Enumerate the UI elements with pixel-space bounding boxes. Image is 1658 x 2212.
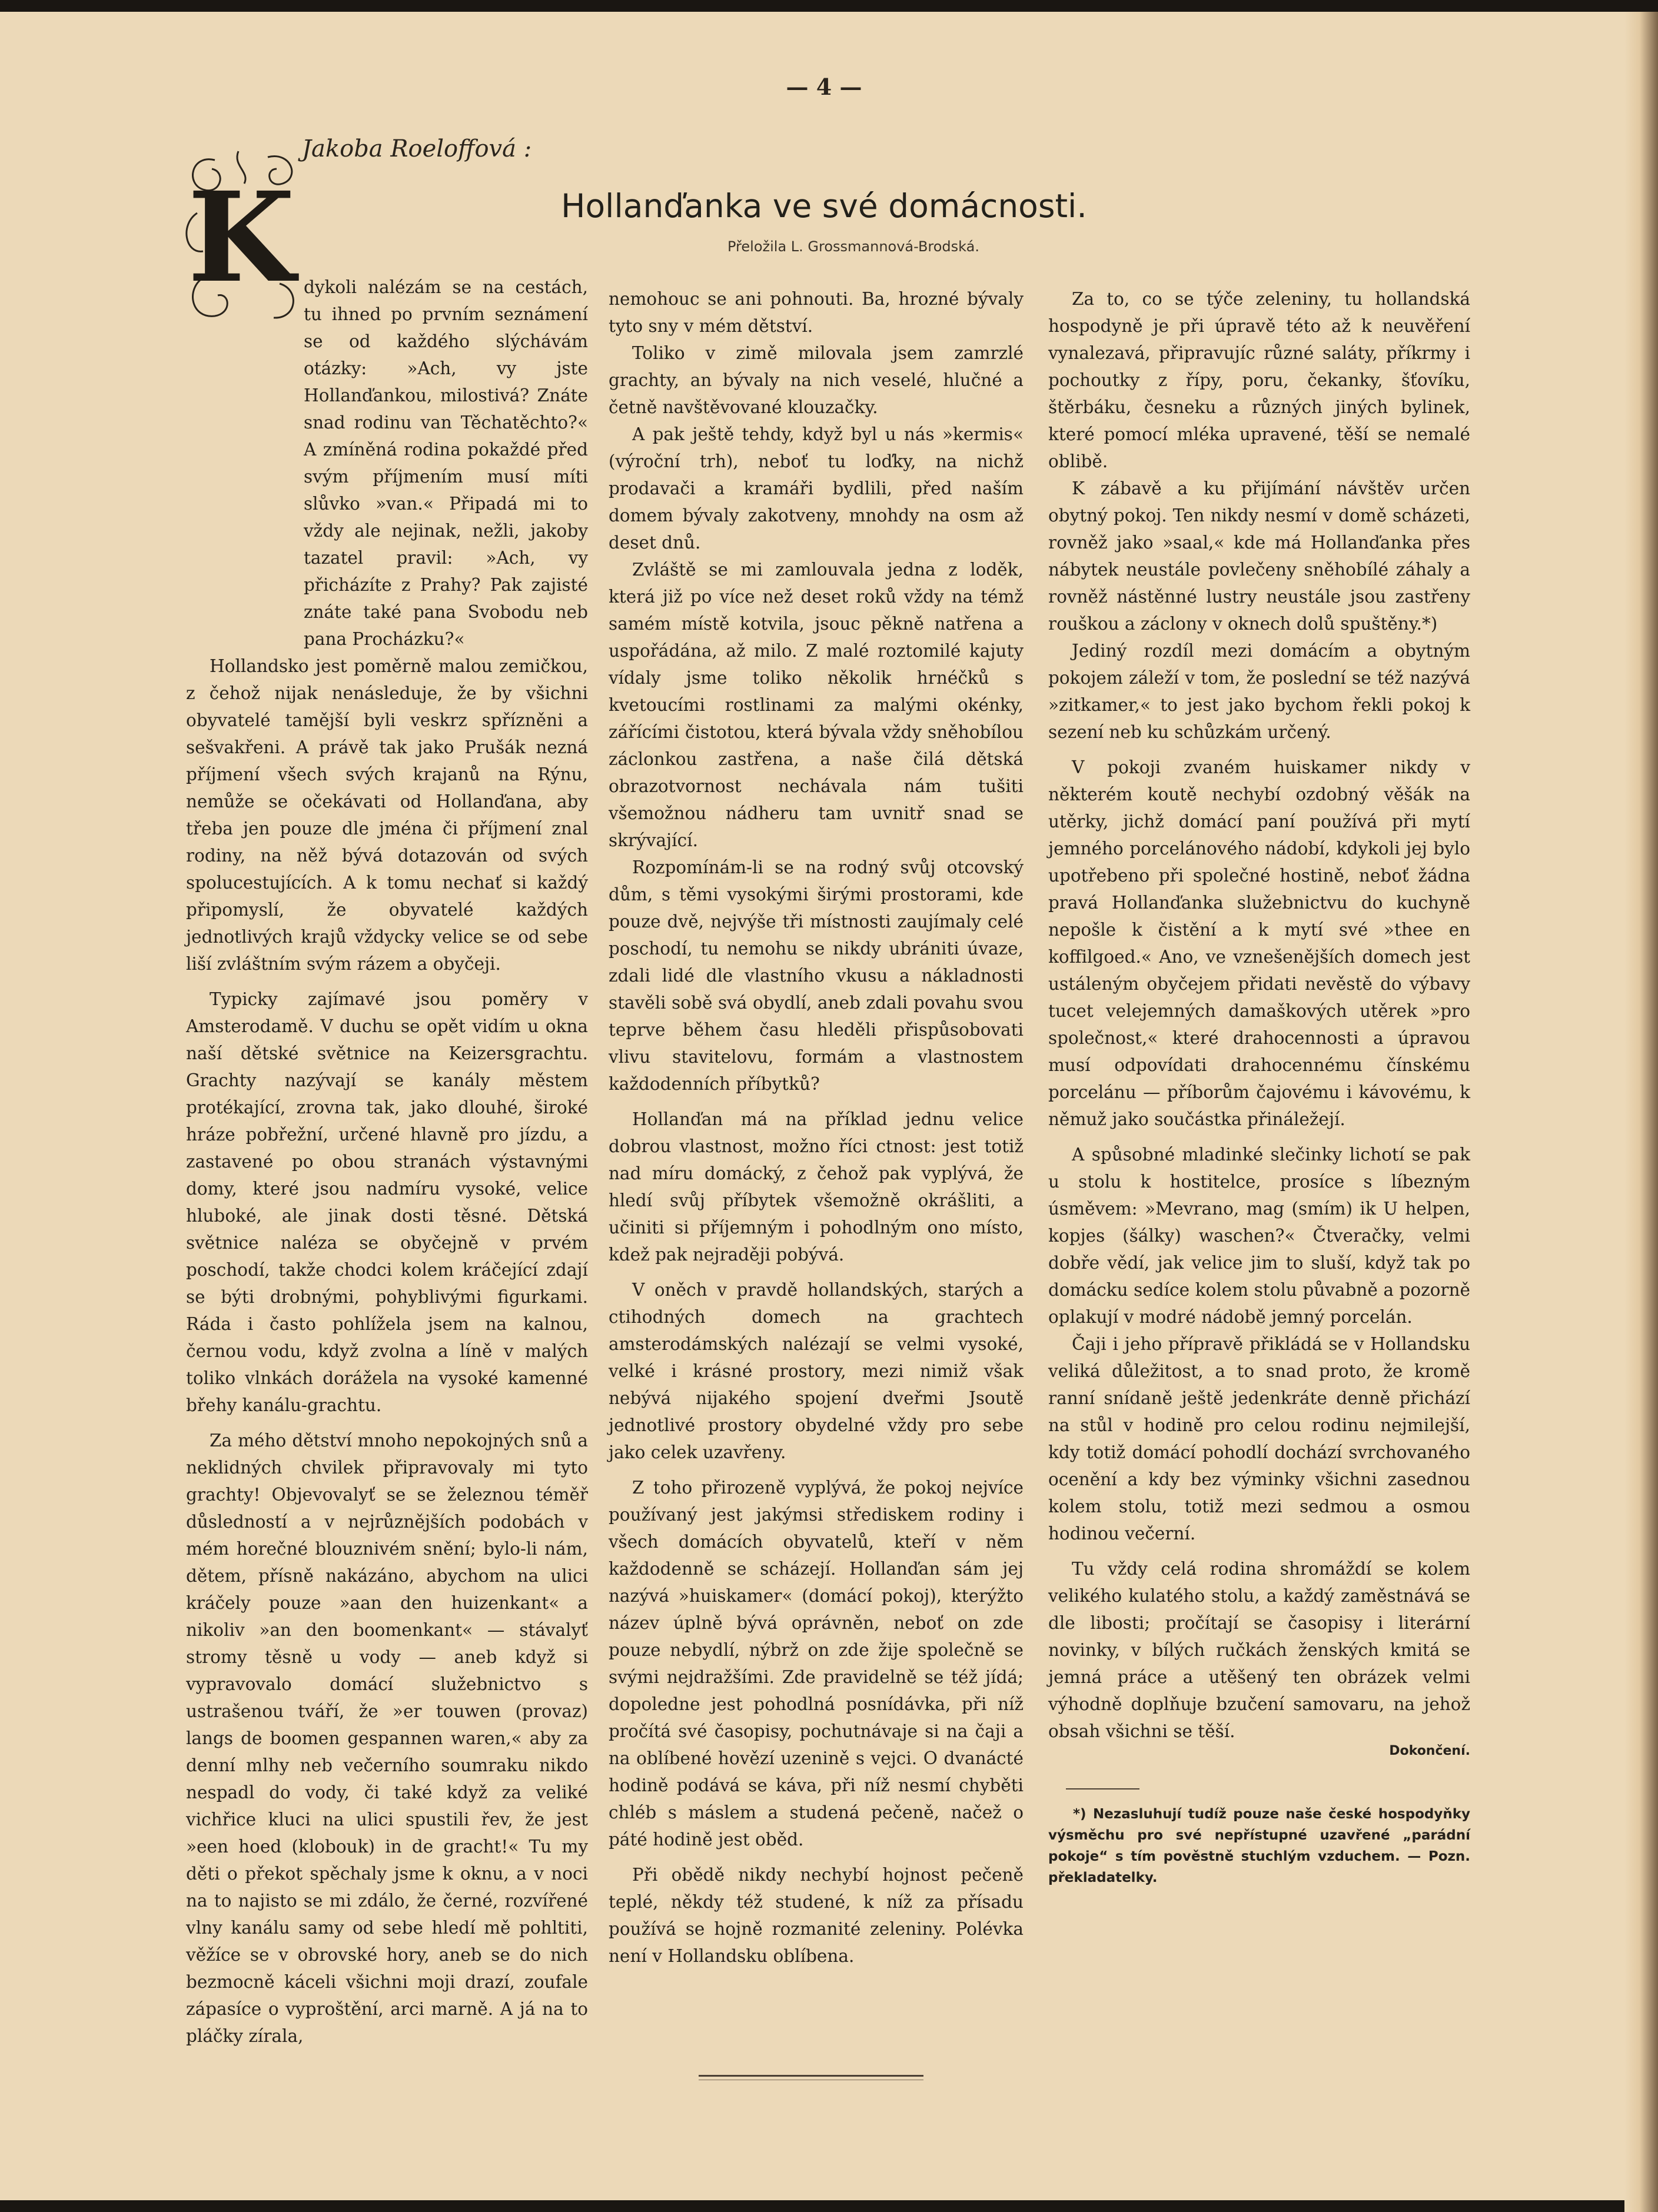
text-column-2 [609, 285, 1024, 1970]
paragraph: Z toho přirozeně vyplývá, že pokoj nejvíce používaný jest jakýmsi střediskem rodiny i všech domácích obyvatelů, kteří v něm každodenně se scházejí. Hollanďan sám jej nazývá »huiskamer« (domácí pokoj), kterýžto název úplně bývá oprávněn, neboť on zde pouze nebydlí, nýbrž on zde žije společně se svými nejdražšími. Zde pravidelně se též jídá; dopoledne jest pohodlná posnídávka, při níž pročítá své časopisy, pochutnávaje si na čaji a na oblíbené hovězí uzenině s vejci. O dvanácté hodině podává se káva, při níž nesmí chyběti chléb s máslem a studená pečeně, načež o páté hodině jest oběd. [609, 1478, 1024, 1850]
paragraph: A spůsobné mladinké slečinky lichotí se pak u stolu k hostitelce, prosíce s líbezným úsměvem: »Mevrano, mag (smím) ik U helpen, kopjes (šálky) waschen?« Čtveračky, velmi dobře vědí, jak velice jim to sluší, když tak po domácku sedíce kolem stolu půvabně a pozorně oplakují v modré nádobě jemný porcelán. [1048, 1145, 1470, 1327]
footnote: *) Nezasluhují tudíž pouze naše české hospodyňky výsměchu pro své nepřístupné uzavřené „parádní pokoje“ s tím pověstně stuchlým vzduchem. — Pozn. překladatelky. [1048, 1807, 1470, 1885]
author-name: Jakoba Roeloffová : [302, 135, 532, 162]
page-edge-shadow [1624, 12, 1658, 2212]
paragraph: Toliko v zimě milovala jsem zamrzlé grachty, an bývaly na nich veselé, hlučné a četně navštěvované klouzačky. [609, 343, 1024, 417]
paragraph: Jediný rozdíl mezi domácím a obytným pokojem záleží v tom, že poslední se též nazývá »zitkamer,« to jest jako bychom řekli pokoj k sezení neb ku schůzkám určený. [1048, 641, 1470, 742]
paragraph: Za to, co se týče zeleniny, tu hollandská hospodyně je při úpravě této až k neuvěření vynalezavá, připravujíc různé saláty, příkrmy i pochoutky z řípy, poru, čekanky, šťovíku, štěrbáku, česneku a různých jiných bylinek, které pomocí mléka upravené, těší se nemalé oblibě. [1048, 289, 1470, 471]
paragraph: V pokoji zvaném huiskamer nikdy v některém koutě nechybí ozdobný věšák na utěrky, jichž domácí paní používá při mytí jemného porcelánového nádobí, kdykoli jej bylo upotřebeno při společné hostině, neboť žádna pravá Hollanďanka služebnictvu do kuchyně nepošle k čistění a k mytí své »thee en koffilgoed.« Ano, ve vznešenějších domech jest ustáleným obyčejem přidati nevěstě do výbavy tucet velejemných damaškových utěrek »pro společnost,« které drahocennosti a úpravou musí odpovídati drahocennému čínskému porcelánu — příborům čajovému i kávovému, k němuž jako součástka přináležejí. [1048, 757, 1470, 1129]
initial-letter: K [187, 165, 295, 310]
text-column-3 [1048, 285, 1470, 1888]
paragraph: dykoli nalézám se na cestách, tu ihned po prvním seznámení se od každého slýchávám otázky: »Ach, vy jste Hollanďankou, milostivá? Znáte snad rodinu van Těchatěchto?« A zmíněná rodina pokaždé před svým příjmením musí míti slůvko »van.« Připadá mi to vždy ale nejinak, nežli, jakoby tazatel pravil: »Ach, vy přicházíte z Prahy? Pak zajisté znáte také pana Svobodu neb pana Procházku?« [304, 277, 588, 649]
paragraph: Zvláště se mi zamlouvala jedna z loděk, která již po více než deset roků vždy na témž samém místě kotvila, jsouc pěkně natřena a uspořádána, až milo. Z malé roztomilé kajuty vídaly jsme toliko několik hrnéčků s kvetoucími rostlinami za malými okénky, zářícími čistotou, která bývala vždy sněhobílou záclonkou zastřena, a naše čilá dětská obrazotvornost nechávala nám tušiti všemožnou nádheru tam uvnitř snad se skrývající. [609, 560, 1024, 850]
paragraph: V oněch v pravdě hollandských, starých a ctihodných domech na grachtech amsterodámských nalézají se velmi vysoké, velké i krásné prostory, mezi nimiž však nebývá nijakého spojení dveřmi Jsoutě jednotlivé prostory obydelné vždy pro sebe jako celek uzavřeny. [609, 1280, 1024, 1462]
paragraph: Typicky zajímavé jsou poměry v Amsterodamě. V duchu se opět vidím u okna naší dětské světnice na Keizersgrachtu. Grachty nazývají se kanály městem protékající, zrovna tak, jako dlouhé, široké hráze pobřežní, určené hlavně pro jízdu, a zastavené po obou stranách výstavnými domy, které jsou nadmíru vysoké, velice hluboké, ale jinak dosti těsné. Dětská světnice naléza se obyčejně v prvém poschodí, takže chodci kolem kráčející zdají se býti drobnými, pohyblivými figurkami. Ráda i často pohlížela jsem na kalnou, černou vodu, když zvolna a líně v malých toliko vlnkách dorážela na vysoké kamenné břehy kanálu-grachtu. [186, 989, 588, 1415]
paragraph: nemohouc se ani pohnouti. Ba, hrozné bývaly tyto sny v mém dětství. [609, 289, 1024, 336]
paragraph: Tu vždy celá rodina shromáždí se kolem velikého kulatého stolu, a každý zaměstnává se dle libosti; pročítají se časopisy i literární novinky, v bílých ručkách ženských kmitá se jemná práce a utěšený ten obrázek velmi výhodně doplňuje bzučení samovaru, na jehož obsah všichni se těší. [1048, 1559, 1470, 1741]
conclusion-note: Dokončení. [1389, 1744, 1470, 1758]
bottom-divider [699, 2075, 923, 2077]
paragraph: A pak ještě tehdy, když byl u nás »kermis« (výroční trh), neboť tu loďky, na nichž prodavači a kramáři bydlili, před naším domem bývaly zakotveny, mnohdy na osm až deset dnů. [609, 424, 1024, 553]
article-title: Hollanďanka ve své domácnosti. [561, 187, 1087, 225]
paragraph: Při obědě nikdy nechybí hojnost pečeně teplé, někdy též studené, k níž za přísadu používá se hojně rozmanité zeleniny. Polévka není v Hollandsku oblíbena. [609, 1865, 1024, 1966]
paragraph: K zábavě a ku přijímání návštěv určen obytný pokoj. Ten nikdy nesmí v domě scházeti, rovněž jako »saal,« kde má Hollanďanka přes nábytek neustále povlečeny sněhobílé záhaly a rovněž nástěnné lustry neustále jsou zastřeny rouškou a záclony v oknech dolů spuštěny.*) [1048, 478, 1470, 634]
translator-credit: Přeložila L. Grossmannová-Brodská. [727, 238, 979, 255]
footnote-divider [1066, 1788, 1139, 1789]
page-number: — 4 — [786, 74, 862, 100]
paragraph: Rozpomínám-li se na rodný svůj otcovský dům, s těmi vysokými širými prostorami, kde pouze dvě, nejvýše tři místnosti zaujímaly celé poschodí, tu nemohu se nikdy ubrániti úvaze, zdali lidé dle vlastního vkusu a nákladnosti stavěli sobě svá obydlí, aneb zdali povahu svou teprve během času hleděli přispůsobovati vlivu stavitelovu, formám a vlastnostem každodenních příbytků? [609, 857, 1024, 1094]
text-column-1 [186, 274, 588, 2050]
paragraph: Čaji i jeho přípravě přikládá se v Hollandsku veliká důležitost, a to snad proto, že kromě ranní snídaně ještě jedenkráte denně přichází na stůl v hodině pro celou rodinu nejmilejší, kdy totiž domácí pohodlí dochází svrchovaného ocenění a kdy bez výminky všichni zasednou kolem stolu, totiž mezi sedmou a osmou hodinou večerní. [1048, 1334, 1470, 1544]
magazine-page [0, 12, 1642, 2200]
paragraph: Hollanďan má na příklad jednu velice dobrou vlastnost, možno říci ctnost: jest totiž nad míru domácký, z čehož pak vyplývá, že hledí svůj příbytek všemožně okrášliti, a učiniti si příjemným i pohodlným ono místo, kdež pak nejraději pobývá. [609, 1109, 1024, 1265]
paragraph: Hollandsko jest poměrně malou zemičkou, z čehož nijak nenásleduje, že by všichni obyvatelé tamější byli veskrz spřízněni a sešvakřeni. A právě tak jako Prušák nezná příjmení všech svých krajanů na Rýnu, nemůže se očekávati od Hollanďana, aby třeba jen pouze dle jména či příjmení znal rodiny, na něž bývá dotazován od svých spolucestujících. A k tomu nechať si každý připomyslí, že obyvatelé každých jednotlivých krajů vždycky velice se od sebe liší zvláštním svým rázem a obyčeji. [186, 656, 588, 974]
paragraph: Za mého dětství mnoho nepokojných snů a neklidných chvilek připravovaly mi tyto grachty! Objevovalyť se se železnou téměř důsledností a v nejrůznějších podobách v mém horečné blouznivém snění; bylo-li nám, dětem, přísně nakázáno, abychom na ulici kráčely pouze »aan den huizenkant« a nikoliv »an den boomenkant« — stávalyť stromy těsně u vody — aneb když si vypravovalo domácí služebnictvo s ustrašenou tváří, že »er touwen (provaz) langs de boomen gespannen waren,« aby za denní mlhy neb večerního soumraku nikdo nespadl do vody, či také když za veliké vichřice kluci na ulici spustili řev, že jest »een hoed (klobouk) in de gracht!« Tu my děti o překot spěchaly jsme k oknu, a v noci na to najisto se mi zdálo, že černé, rozvířené vlny kanálu samy od sebe hledí mě pohltiti, věžíce se v obrovské hory, aneb se do nich bezmocně káceli všichni moji drazí, zoufale zápasíce o vyproštění, arci marně. A já na to pláčky zírala, [186, 1431, 588, 2046]
